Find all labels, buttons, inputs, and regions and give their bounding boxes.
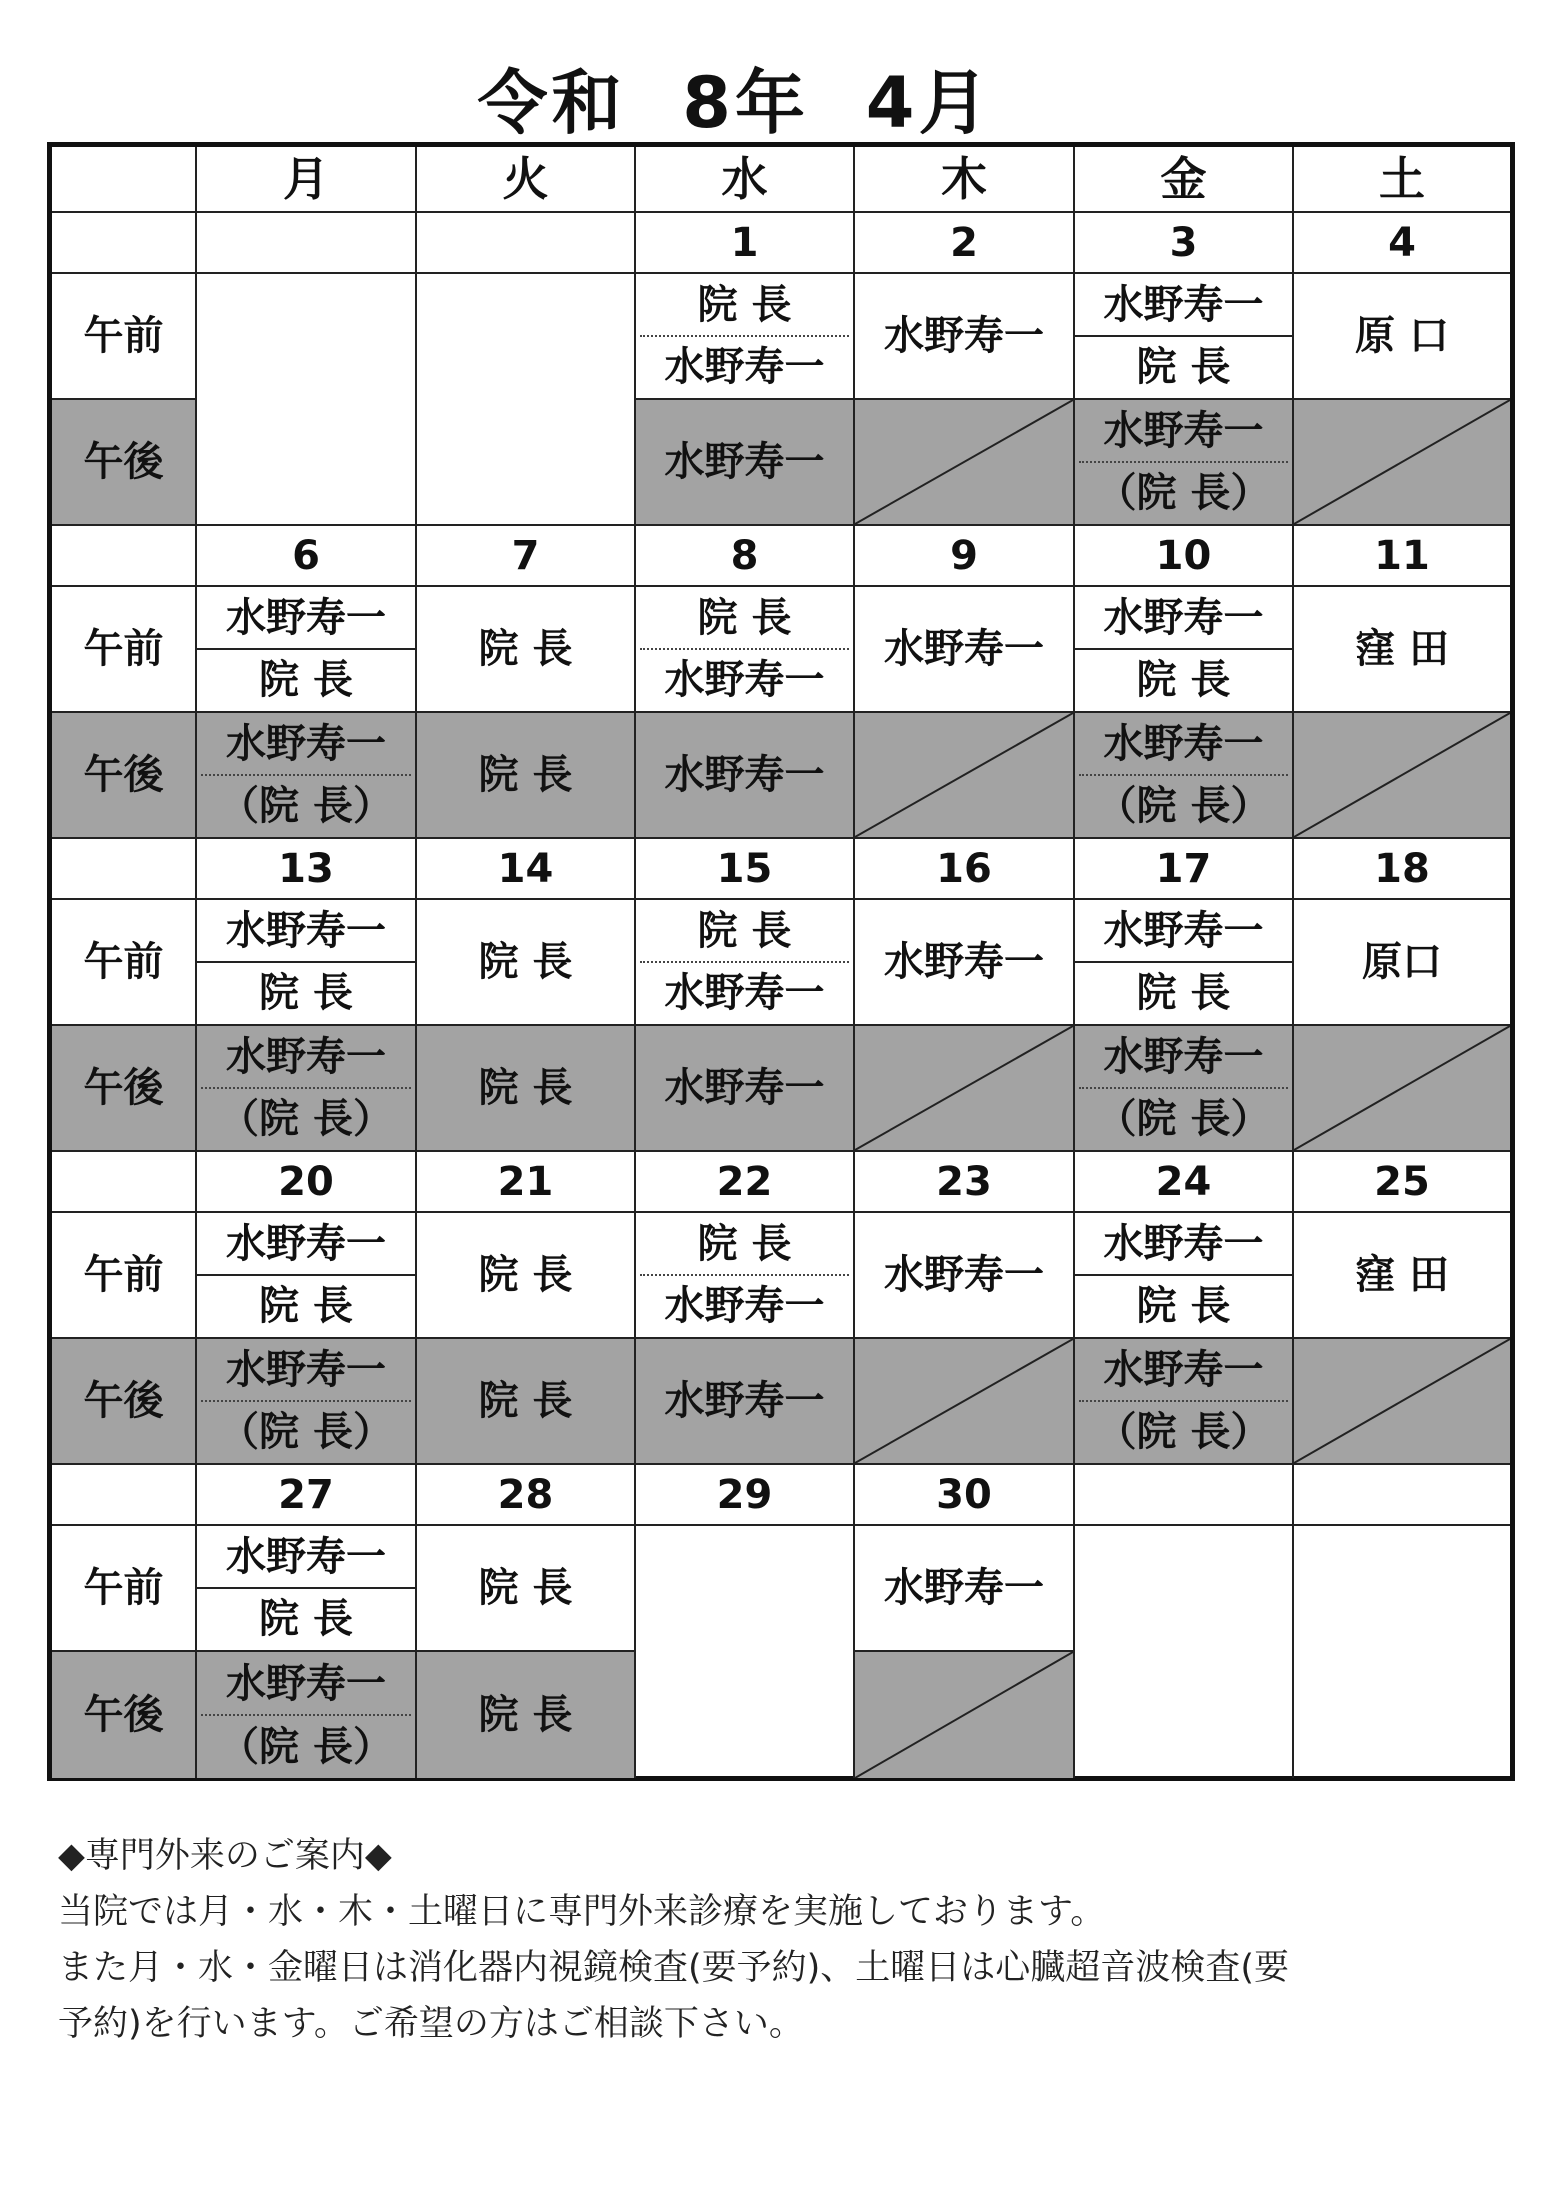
- date-cell: [636, 213, 855, 274]
- notes-heading: ◆専門外来のご案内◆: [58, 1836, 392, 1876]
- date-cell: [417, 1465, 636, 1526]
- date-cell: [1294, 1465, 1510, 1526]
- doctor-name: 水野寿一: [226, 1347, 386, 1393]
- closed-slash: [855, 1652, 1073, 1778]
- date-number: 15: [716, 845, 773, 892]
- date-cell: [855, 1152, 1075, 1213]
- doctor-name: （院 長）: [219, 1096, 393, 1142]
- am-doctor-cell: [1075, 587, 1294, 713]
- date-number: 14: [497, 845, 554, 892]
- weekday-label: 土: [1379, 152, 1425, 206]
- date-cell: [197, 839, 417, 900]
- date-row-label-cell: [52, 526, 197, 587]
- closed-cell: [855, 713, 1075, 839]
- doctor-name: 院 長: [478, 1065, 573, 1111]
- closed-slash: [1294, 713, 1510, 837]
- date-number: 23: [936, 1158, 992, 1205]
- am-doctor-cell: [636, 1213, 855, 1339]
- date-cell: [417, 526, 636, 587]
- date-cell: [1075, 526, 1294, 587]
- closed-cell: [1294, 400, 1510, 526]
- doctor-name: 院 長: [478, 1252, 573, 1298]
- date-cell: [1294, 526, 1510, 587]
- closed-cell: [855, 400, 1075, 526]
- notes-line: 予約)を行います。ご希望の方はご相談下さい。: [58, 2004, 804, 2044]
- weekday-label: 火: [502, 152, 549, 206]
- date-cell: [197, 1465, 417, 1526]
- date-cell: [1075, 1465, 1294, 1526]
- am-doctor-cell: [855, 900, 1075, 1026]
- doctor-name: （院 長）: [219, 783, 393, 829]
- pm-doctor-cell: [417, 713, 636, 839]
- pm-label-text: 午後: [83, 1378, 164, 1424]
- date-number: 21: [497, 1158, 554, 1205]
- am-label: [52, 274, 197, 400]
- pm-doctor-cell: [417, 1026, 636, 1152]
- doctor-name: （院 長）: [1096, 1409, 1271, 1455]
- date-row-label-cell: [52, 213, 197, 274]
- closed-cell: [855, 1026, 1075, 1152]
- am-label: [52, 587, 197, 713]
- am-label-text: 午前: [83, 939, 164, 985]
- weekday-header: [1075, 147, 1294, 213]
- notes-line: 当院では月・水・木・土曜日に専門外来診療を実施しております。: [58, 1892, 1106, 1932]
- date-row-label-cell: [52, 1465, 197, 1526]
- date-cell: [197, 213, 417, 274]
- pm-label: [52, 400, 197, 526]
- pm-doctor-cell: [197, 1652, 417, 1778]
- doctor-name: 水野寿一: [226, 1660, 386, 1707]
- doctor-name: 水野寿一: [226, 721, 386, 767]
- weekday-label: 水: [721, 152, 768, 206]
- date-number: 18: [1374, 845, 1430, 892]
- doctor-name: 水野寿一: [884, 1252, 1044, 1298]
- pm-doctor-cell: [636, 1339, 855, 1465]
- am-label: [52, 1213, 197, 1339]
- doctor-name: 院 長: [478, 752, 573, 798]
- doctor-name: 水野寿一: [1103, 408, 1264, 454]
- date-cell: [855, 213, 1075, 274]
- pm-doctor-cell: [1075, 1339, 1294, 1465]
- pm-doctor-cell: [197, 1339, 417, 1465]
- doctor-name: （院 長）: [1096, 470, 1271, 516]
- doctor-name: 原 口: [1355, 313, 1449, 359]
- doctor-name: 院 長: [1136, 344, 1231, 390]
- empty-cell: [636, 1526, 855, 1778]
- pm-label: [52, 1652, 197, 1778]
- am-label: [52, 900, 197, 1026]
- closed-slash: [855, 1339, 1073, 1463]
- doctor-name: （院 長）: [219, 1723, 393, 1770]
- pm-label: [52, 1339, 197, 1465]
- am-doctor-cell: [197, 1213, 417, 1339]
- am-doctor-cell: [1075, 1213, 1294, 1339]
- date-cell: [636, 1465, 855, 1526]
- am-doctor-cell: [417, 1213, 636, 1339]
- notes-line: また月・水・金曜日は消化器内視鏡検査(要予約)、土曜日は心臓超音波検査(要: [58, 1948, 1289, 1988]
- date-cell: [1075, 213, 1294, 274]
- closed-slash: [1294, 1026, 1510, 1150]
- date-number: 25: [1374, 1158, 1430, 1205]
- date-cell: [1294, 839, 1510, 900]
- pm-label-text: 午後: [83, 752, 164, 798]
- pm-doctor-cell: [197, 1026, 417, 1152]
- date-cell: [1294, 1152, 1510, 1213]
- doctor-name: 院 長: [697, 1221, 792, 1267]
- pm-doctor-cell: [636, 400, 855, 526]
- doctor-name: 窪 田: [1355, 1252, 1449, 1298]
- closed-slash: [1294, 1339, 1510, 1463]
- am-label-text: 午前: [83, 626, 164, 672]
- date-number: 2: [950, 219, 978, 266]
- date-row-label-cell: [52, 839, 197, 900]
- doctor-name: 水野寿一: [664, 657, 825, 703]
- date-number: 7: [511, 532, 540, 579]
- pm-doctor-cell: [1075, 713, 1294, 839]
- doctor-name: 院 長: [1136, 1283, 1231, 1329]
- doctor-name: （院 長）: [219, 1409, 393, 1455]
- closed-slash-icon: [855, 400, 1073, 524]
- doctor-name: 院 長: [1136, 970, 1231, 1016]
- doctor-name: 水野寿一: [226, 908, 386, 954]
- weekday-header: [636, 147, 855, 213]
- doctor-name: 水野寿一: [1103, 721, 1264, 767]
- date-number: 17: [1155, 845, 1212, 892]
- doctor-name: 院 長: [697, 908, 792, 954]
- date-number: 30: [936, 1471, 992, 1518]
- doctor-name: 院 長: [259, 970, 353, 1016]
- am-doctor-cell: [636, 274, 855, 400]
- date-number: 16: [936, 845, 992, 892]
- date-number: 28: [497, 1471, 554, 1518]
- date-number: 27: [278, 1471, 334, 1518]
- date-cell: [1075, 1152, 1294, 1213]
- pm-doctor-cell: [636, 1026, 855, 1152]
- closed-cell: [855, 1652, 1075, 1778]
- doctor-name: 院 長: [259, 657, 353, 703]
- am-doctor-cell: [1294, 900, 1510, 1026]
- date-number: 13: [278, 845, 334, 892]
- am-label-text: 午前: [83, 1565, 164, 1611]
- date-cell: [636, 839, 855, 900]
- pm-doctor-cell: [1075, 400, 1294, 526]
- empty-cell: [1075, 1526, 1294, 1778]
- am-doctor-cell: [1075, 900, 1294, 1026]
- am-doctor-cell: [197, 900, 417, 1026]
- doctor-name: 院 長: [1136, 657, 1231, 703]
- am-doctor-cell: [1294, 274, 1510, 400]
- weekday-label: 木: [941, 152, 987, 206]
- doctor-name: 水野寿一: [1103, 595, 1264, 641]
- date-number: 6: [292, 532, 320, 579]
- date-number: 29: [716, 1471, 773, 1518]
- doctor-name: 水野寿一: [226, 1034, 386, 1080]
- am-doctor-cell: [855, 1526, 1075, 1652]
- doctor-name: 水野寿一: [1103, 1347, 1264, 1393]
- weekday-header: [855, 147, 1075, 213]
- date-cell: [1075, 839, 1294, 900]
- schedule-table: [47, 142, 1515, 1781]
- date-number: 9: [950, 532, 978, 579]
- empty-cell: [1294, 1526, 1510, 1778]
- weekday-header: [197, 147, 417, 213]
- am-label: [52, 1526, 197, 1652]
- doctor-name: 窪 田: [1355, 626, 1449, 672]
- doctor-name: （院 長）: [1096, 783, 1271, 829]
- doctor-name: 水野寿一: [1103, 1221, 1264, 1267]
- pm-doctor-cell: [417, 1652, 636, 1778]
- closed-slash-icon: [1294, 1026, 1510, 1150]
- closed-slash: [855, 1026, 1073, 1150]
- closed-slash-icon: [855, 713, 1073, 837]
- page-title: 令和 8年 4月: [477, 62, 993, 144]
- am-doctor-cell: [417, 587, 636, 713]
- date-cell: [417, 839, 636, 900]
- am-doctor-cell: [1075, 274, 1294, 400]
- am-doctor-cell: [636, 900, 855, 1026]
- weekday-header: [1294, 147, 1510, 213]
- doctor-name: 水野寿一: [664, 1378, 825, 1424]
- doctor-name: 水野寿一: [1103, 908, 1264, 954]
- closed-cell: [1294, 713, 1510, 839]
- date-number: 11: [1374, 532, 1430, 579]
- doctor-name: （院 長）: [1096, 1096, 1271, 1142]
- date-number: 24: [1155, 1158, 1212, 1205]
- doctor-name: 水野寿一: [226, 595, 386, 641]
- am-label-text: 午前: [83, 313, 164, 359]
- doctor-name: 水野寿一: [664, 439, 825, 485]
- doctor-name: 院 長: [478, 1692, 573, 1738]
- closed-slash: [855, 713, 1073, 837]
- doctor-name: 院 長: [478, 626, 573, 672]
- doctor-name: 水野寿一: [226, 1221, 386, 1267]
- doctor-name: 水野寿一: [664, 1283, 825, 1329]
- am-doctor-cell: [636, 587, 855, 713]
- am-doctor-cell: [417, 900, 636, 1026]
- pm-doctor-cell: [417, 1339, 636, 1465]
- doctor-name: 水野寿一: [664, 344, 825, 390]
- closed-slash-icon: [1294, 400, 1510, 524]
- closed-slash-icon: [855, 1652, 1073, 1778]
- pm-label: [52, 1026, 197, 1152]
- closed-slash-icon: [1294, 713, 1510, 837]
- doctor-name: 水野寿一: [1103, 282, 1264, 328]
- doctor-name: 水野寿一: [664, 752, 825, 798]
- doctor-name: 水野寿一: [884, 626, 1044, 672]
- date-cell: [197, 1152, 417, 1213]
- weekday-header: [417, 147, 636, 213]
- closed-slash-icon: [855, 1026, 1073, 1150]
- pm-doctor-cell: [197, 713, 417, 839]
- date-number: 22: [716, 1158, 773, 1205]
- doctor-name: 院 長: [259, 1596, 353, 1642]
- closed-cell: [855, 1339, 1075, 1465]
- date-number: 8: [730, 532, 759, 579]
- date-number: 10: [1155, 532, 1212, 579]
- doctor-name: 水野寿一: [884, 313, 1044, 359]
- date-number: 4: [1388, 219, 1416, 266]
- date-cell: [197, 526, 417, 587]
- date-cell: [1294, 213, 1510, 274]
- doctor-name: 院 長: [259, 1283, 353, 1329]
- date-cell: [417, 1152, 636, 1213]
- doctor-name: 水野寿一: [226, 1534, 386, 1580]
- empty-cell: [197, 274, 417, 526]
- am-label-text: 午前: [83, 1252, 164, 1298]
- date-cell: [855, 1465, 1075, 1526]
- doctor-name: 水野寿一: [664, 1065, 825, 1111]
- date-number: 1: [730, 219, 759, 266]
- doctor-name: 院 長: [697, 282, 792, 328]
- closed-cell: [1294, 1339, 1510, 1465]
- doctor-name: 水野寿一: [884, 939, 1044, 985]
- date-cell: [855, 526, 1075, 587]
- doctor-name: 水野寿一: [1103, 1034, 1264, 1080]
- pm-label-text: 午後: [83, 439, 164, 485]
- weekday-label: 月: [283, 152, 329, 206]
- date-number: 3: [1169, 219, 1198, 266]
- closed-slash-icon: [855, 1339, 1073, 1463]
- pm-label-text: 午後: [83, 1692, 164, 1738]
- corner-cell: [52, 147, 197, 213]
- am-doctor-cell: [417, 1526, 636, 1652]
- notes-section: [58, 1828, 1498, 2052]
- pm-doctor-cell: [1075, 1026, 1294, 1152]
- doctor-name: 院 長: [478, 1378, 573, 1424]
- empty-cell: [417, 274, 636, 526]
- closed-cell: [1294, 1026, 1510, 1152]
- date-row-label-cell: [52, 1152, 197, 1213]
- doctor-name: 原口: [1362, 939, 1442, 985]
- date-number: 20: [278, 1158, 334, 1205]
- pm-label: [52, 713, 197, 839]
- pm-doctor-cell: [636, 713, 855, 839]
- closed-slash: [855, 400, 1073, 524]
- am-doctor-cell: [855, 1213, 1075, 1339]
- am-doctor-cell: [855, 587, 1075, 713]
- date-cell: [636, 1152, 855, 1213]
- doctor-name: 水野寿一: [884, 1565, 1044, 1611]
- am-doctor-cell: [1294, 1213, 1510, 1339]
- am-doctor-cell: [197, 587, 417, 713]
- closed-slash: [1294, 400, 1510, 524]
- date-cell: [855, 839, 1075, 900]
- am-doctor-cell: [197, 1526, 417, 1652]
- weekday-label: 金: [1160, 152, 1207, 206]
- date-cell: [636, 526, 855, 587]
- pm-label-text: 午後: [83, 1065, 164, 1111]
- closed-slash-icon: [1294, 1339, 1510, 1463]
- doctor-name: 院 長: [697, 595, 792, 641]
- doctor-name: 水野寿一: [664, 970, 825, 1016]
- doctor-name: 院 長: [478, 1565, 573, 1611]
- doctor-name: 院 長: [478, 939, 573, 985]
- am-doctor-cell: [1294, 587, 1510, 713]
- date-cell: [417, 213, 636, 274]
- am-doctor-cell: [855, 274, 1075, 400]
